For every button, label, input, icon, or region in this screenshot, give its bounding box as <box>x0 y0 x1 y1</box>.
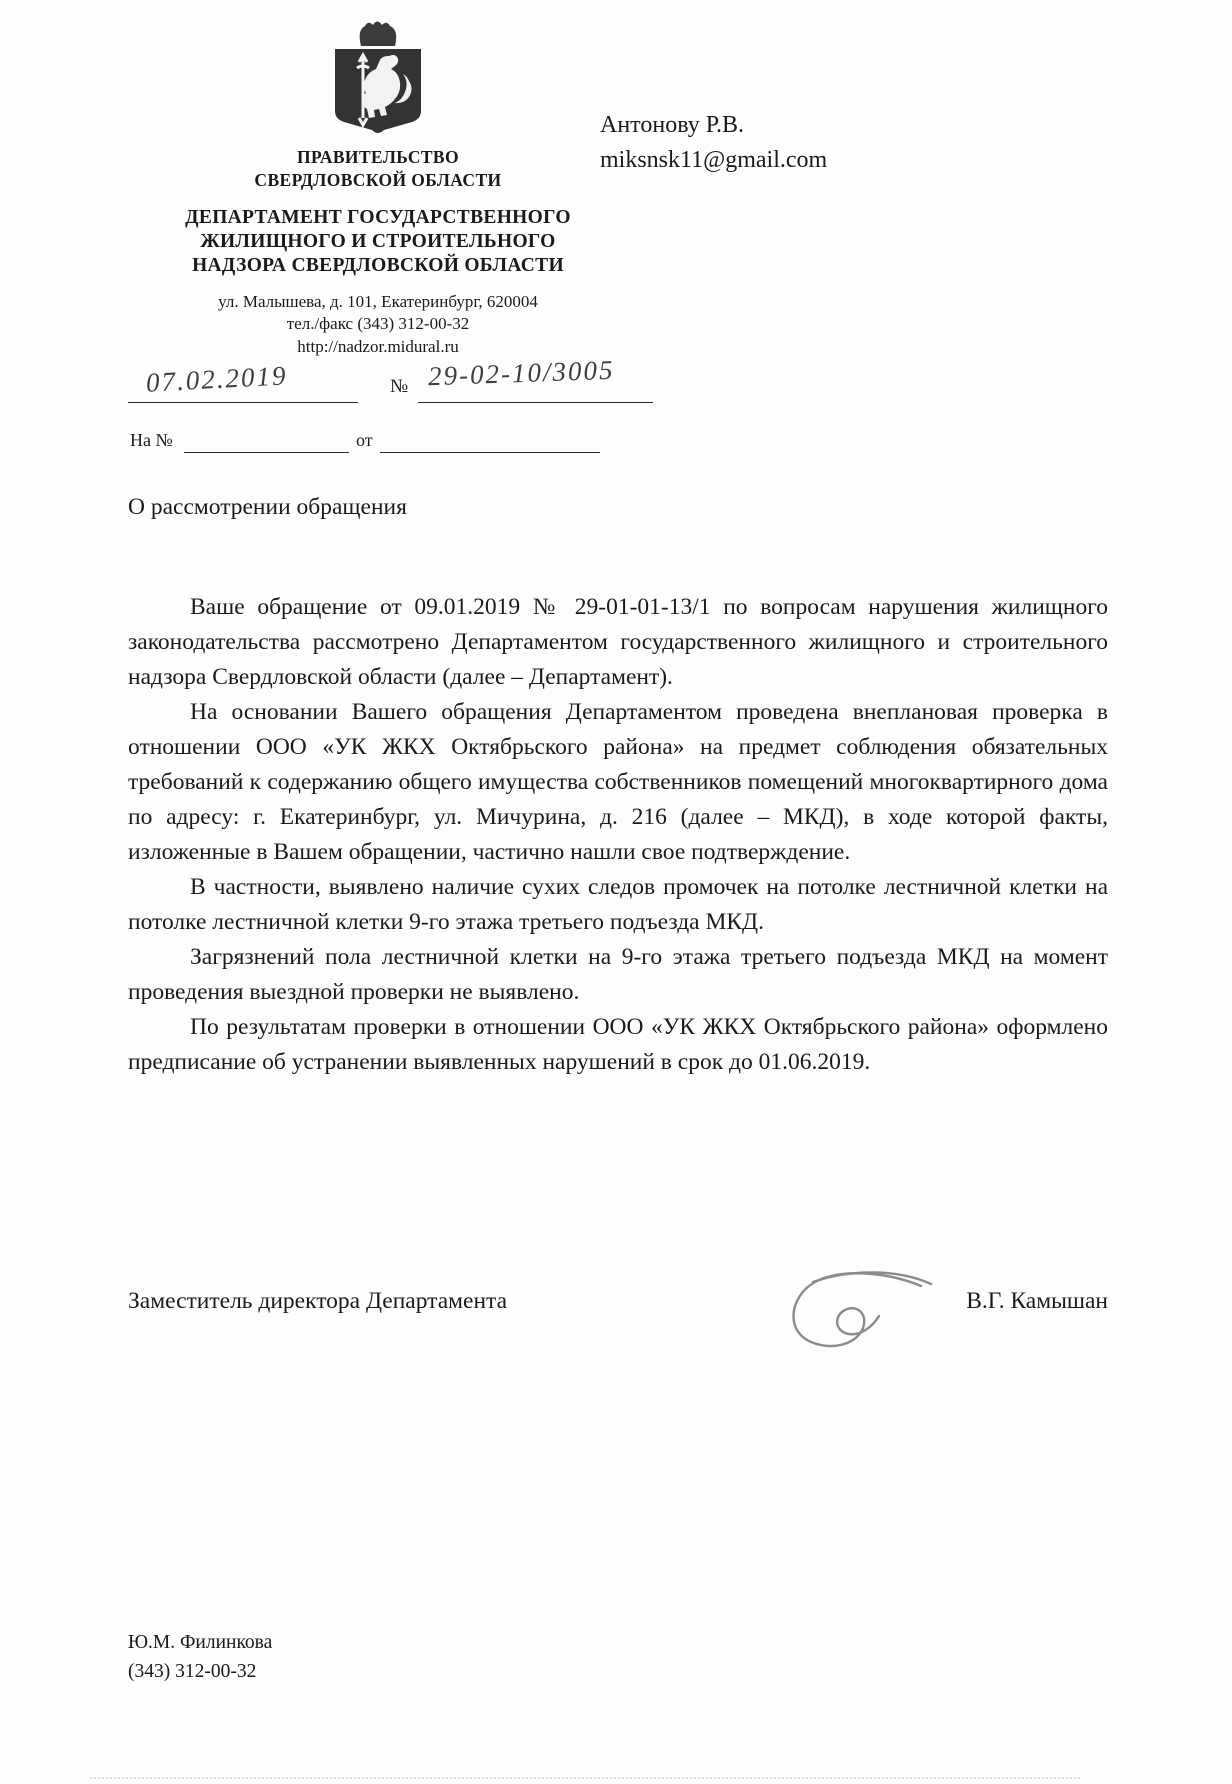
body-paragraph: В частности, выявлено наличие сухих следов промочек на потолке лестничной клетки на потолке лестничной клетки 9-го этажа третьего подъезда МКД. <box>128 874 1108 935</box>
signer-position: Заместитель директора Департамента <box>128 1288 508 1314</box>
date-underline <box>128 402 358 403</box>
body-paragraph: Ваше обращение от 09.01.2019 № 29-01-01-13/1 по вопросам нарушения жилищного законодательства рассмотрено Департаментом государственного жилищного и строительного надзора Свердловской области (далее – Департамент). <box>128 594 1108 690</box>
coat-of-arms-icon <box>317 18 439 140</box>
emblem-wrap <box>128 18 628 140</box>
recipient-email: miksnsk11@gmail.com <box>600 146 828 173</box>
department-name-line3: НАДЗОРА СВЕРДЛОВСКОЙ ОБЛАСТИ <box>192 255 564 277</box>
subject-line: О рассмотрении обращения <box>128 494 407 520</box>
contact-website: http://nadzor.midural.ru <box>297 336 459 356</box>
number-underline <box>418 402 653 403</box>
reference-ot-label: от <box>356 429 373 450</box>
department-name <box>128 206 628 279</box>
department-name-line2: ЖИЛИЩНОГО И СТРОИТЕЛЬНОГО <box>200 230 556 252</box>
reference-row <box>128 430 628 460</box>
executor-phone: (343) 312-00-32 <box>128 1661 257 1683</box>
body-paragraph: На основании Вашего обращения Департаментом проведена внеплановая проверка в отношении ООО «УК ЖКХ Октябрьского района» на предмет соблюдения обязательных требований к содержанию общего имущества собственников помещений многоквартирного дома по адресу: г. Екатеринбург, ул. Мичурина, д. 216 (далее – МКД), в ходе которой факты, изложенные в Вашем обращении, частично нашли свое подтверждение. <box>128 699 1108 865</box>
signature-scribble-icon <box>753 1260 953 1367</box>
body-paragraph: По результатам проверки в отношении ООО «УК ЖКХ Октябрьского района» оформлено предписание об устранении выявленных нарушений в срок до 01.06.2019. <box>128 1014 1108 1075</box>
government-name-line1: ПРАВИТЕЛЬСТВО <box>296 147 460 167</box>
executor-block <box>128 1628 272 1687</box>
signature-row <box>128 1274 1108 1364</box>
department-name-line1: ДЕПАРТАМЕНТ ГОСУДАРСТВЕННОГО <box>185 206 571 228</box>
reference-ot-underline <box>380 452 600 453</box>
government-name-line2: СВЕРДЛОВСКОЙ ОБЛАСТИ <box>254 169 502 190</box>
letterhead <box>128 18 628 460</box>
recipient-name: Антонову Р.В. <box>600 112 745 138</box>
government-name <box>128 146 628 192</box>
outgoing-number-label: № <box>390 375 409 397</box>
executor-name: Ю.М. Филинкова <box>128 1632 273 1653</box>
scan-artifact-line <box>90 1777 1080 1779</box>
outgoing-number-handwritten: 29-02-10/3005 <box>427 354 615 392</box>
outgoing-date-handwritten: 07.02.2019 <box>145 360 289 398</box>
body-paragraph: Загрязнений пола лестничной клетки на 9-го этажа третьего подъезда МКД на момент проведения выездной проверки не выявлено. <box>128 944 1108 1005</box>
contact-address: ул. Малышева, д. 101, Екатеринбург, 620004 <box>218 291 538 311</box>
letter-body <box>128 590 1108 1080</box>
contact-phone: тел./факс (343) 312-00-32 <box>286 314 470 334</box>
outgoing-row <box>128 354 628 416</box>
reference-na-underline <box>184 452 349 453</box>
signer-name: В.Г. Камышан <box>966 1288 1108 1314</box>
reference-na-label: На № <box>130 429 173 450</box>
recipient-block <box>600 108 827 178</box>
contact-block <box>128 291 628 358</box>
